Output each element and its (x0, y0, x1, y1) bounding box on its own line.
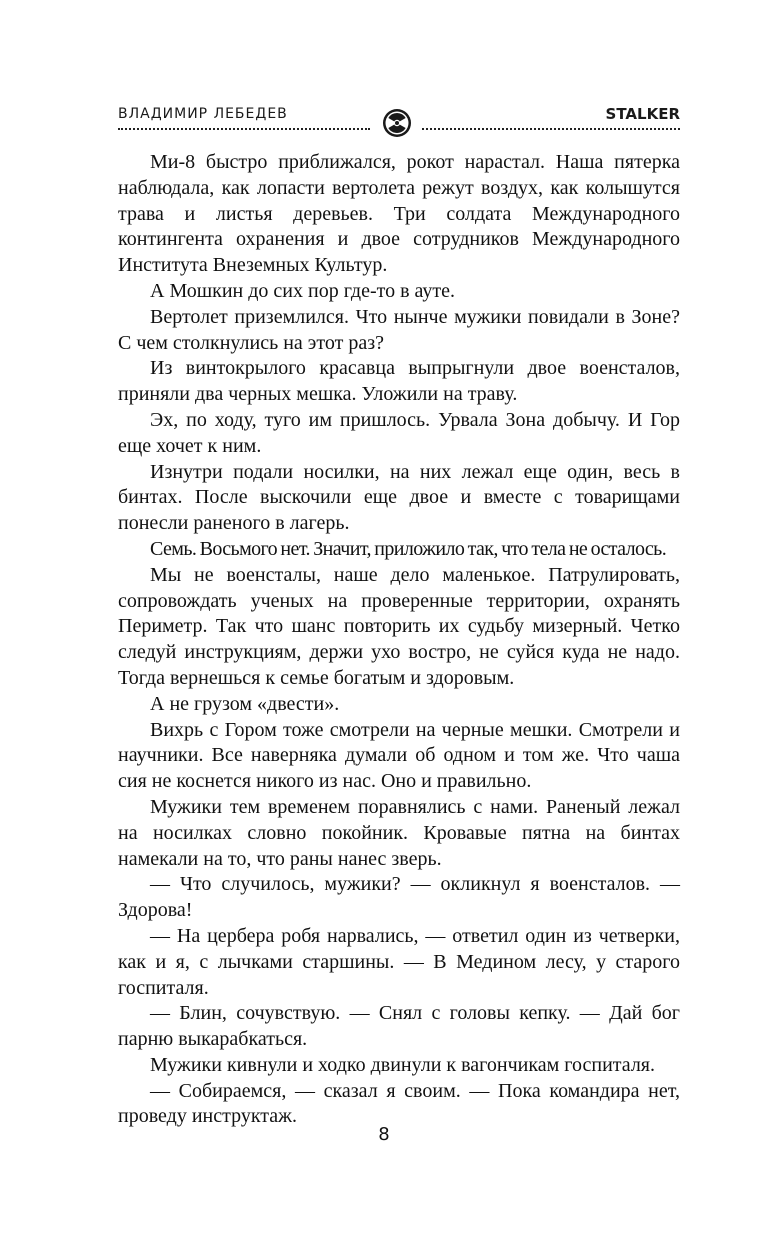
paragraph: А не грузом «двести». (150, 692, 340, 715)
page-number: 8 (378, 1124, 390, 1145)
author-name: ВЛАДИМИР ЛЕБЕДЕВ (118, 106, 288, 122)
header-rule-right (422, 128, 680, 130)
header-rule-left (118, 128, 370, 130)
paragraph: — Собираемся, — сказал я своим. — Пока командира нет, проведу инструктаж. (118, 1079, 680, 1128)
paragraph: Из винтокрылого красавца выпрыгнули двое военсталов, приняли два черных мешка. Уложили на траву. (118, 357, 680, 406)
paragraph: Вихрь с Гором тоже смотрели на черные мешки. Смотрели и научники. Все наверняка думали об одном и том же. Что чаша сия не коснется никого из нас. Оно и правильно. (118, 718, 680, 793)
paragraph: — На цербера робя нарвались, — ответил один из четверки, как и я, с лычками старшины. — В Медином лесу, у старого госпиталя. (118, 924, 680, 999)
running-header (118, 100, 680, 136)
paragraph: Вертолет приземлился. Что нынче мужики повидали в Зоне? С чем столкнулись на этот раз? (118, 305, 680, 354)
paragraph: Мужики тем временем поравнялись с нами. Раненый лежал на носилках словно покойник. Кровавые пятна на бинтах намекали на то, что раны нанес зверь. (118, 795, 680, 870)
series-title: STALKER (605, 105, 680, 123)
paragraph: А Мошкин до сих пор где-то в ауте. (150, 279, 456, 302)
body-text (118, 150, 680, 1130)
radiation-icon (382, 108, 412, 138)
paragraph: Мужики кивнули и ходко двинули к вагончикам госпиталя. (150, 1053, 655, 1076)
paragraph: Мы не военсталы, наше дело маленькое. Патрулировать, сопровождать ученых на проверенные территории, охранять Периметр. Так что шанс повторить их судьбу мизерный. Четко следуй инструкциям, держи ухо востро, не суйся куда не надо. Тогда вернешься к семье богатым и здоровым. (118, 563, 680, 689)
paragraph: Ми-8 быстро приближался, рокот нарастал. Наша пятерка наблюдала, как лопасти вертолета режут воздух, как колышутся трава и листья деревьев. Три солдата Международного контингента охранения и двое сотрудников Международного Института Внеземных Культур. (118, 151, 680, 277)
paragraph: Семь. Восьмого нет. Значит, приложило так, что тела не осталось. (150, 537, 667, 560)
paragraph: — Блин, сочувствую. — Снял с головы кепку. — Дай бог парню выкарабкаться. (118, 1002, 680, 1051)
paragraph: Изнутри подали носилки, на них лежал еще один, весь в бинтах. После выскочили еще двое и вместе с товарищами понесли раненого в лагерь. (118, 460, 680, 535)
paragraph: Эх, по ходу, туго им пришлось. Урвала Зона добычу. И Гор еще хочет к ним. (118, 408, 680, 457)
paragraph: — Что случилось, мужики? — окликнул я военсталов. — Здорова! (118, 873, 680, 922)
